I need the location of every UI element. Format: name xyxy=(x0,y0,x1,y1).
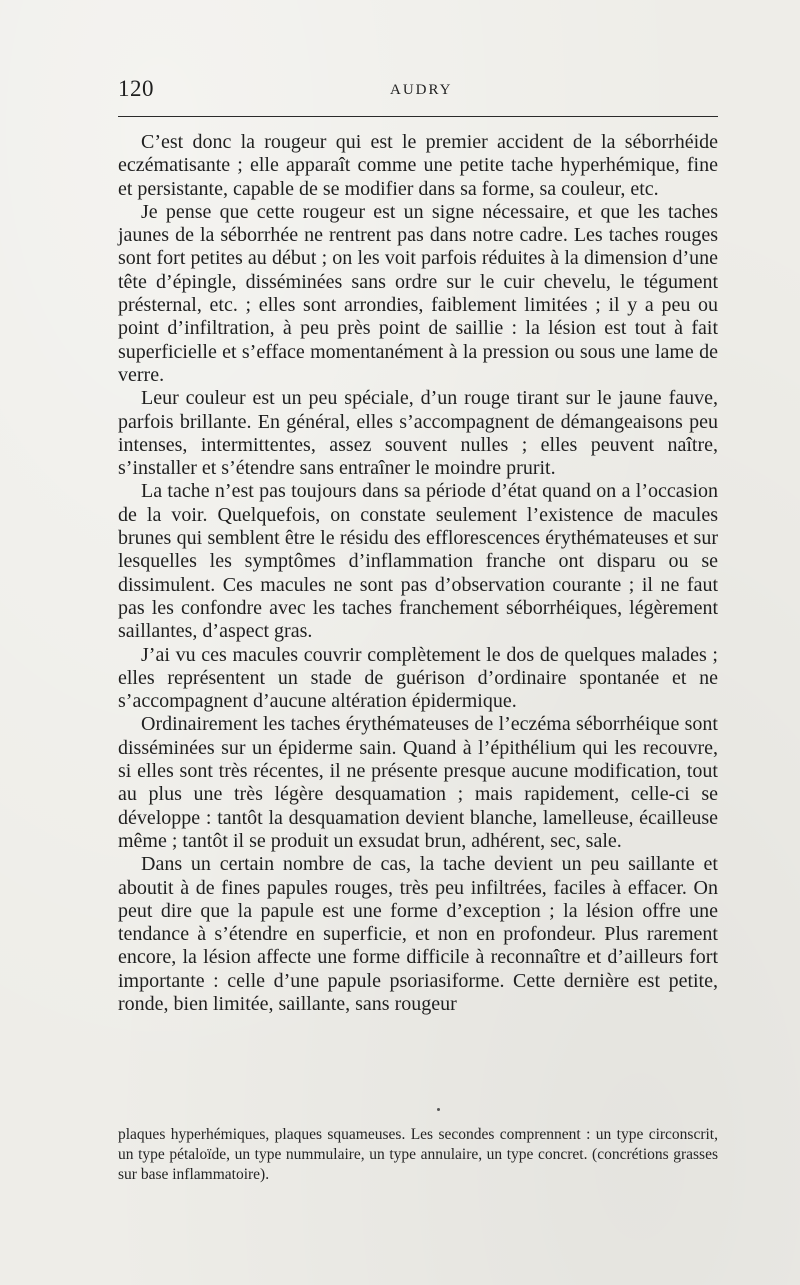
footnote-text: plaques hyperhémiques, plaques squameuses. Les secondes comprennent : un type circonscrit, un type pétaloïde, un type nummulaire, un type annulaire, un type concret. (concrétions grasses sur base inflammatoire). xyxy=(118,1126,718,1183)
header-rule xyxy=(118,116,718,117)
body-text xyxy=(118,131,718,1016)
paragraph: J’ai vu ces macules couvrir complètement le dos de quelques malades ; elles représentent un stade de guérison d’ordinaire spontanée et ne s’accompagnent d’aucune altération épidermique. xyxy=(118,643,718,713)
paragraph: C’est donc la rougeur qui est le premier accident de la séborrhéide eczématisante ; elle apparaît comme une petite tache hyperhémique, fine et persistante, capable de se modifier dans sa forme, sa couleur, etc. xyxy=(118,131,718,200)
footnote xyxy=(118,1125,718,1185)
page-header xyxy=(118,74,718,104)
running-head: AUDRY xyxy=(390,82,453,98)
page-number: 120 xyxy=(118,76,154,101)
ink-dot xyxy=(437,1108,440,1111)
paragraph: Ordinairement les taches érythémateuses de l’eczéma séborrhéique sont disséminées sur un épiderme sain. Quand à l’épithélium qui les recouvre, si elles sont très récentes, il ne présente presque aucune modification, tout au plus une très légère desquamation ; mais rapidement, celle-ci se développe : tantôt la desquamation devient blanche, lamelleuse, écailleuse même ; tantôt il se produit un exsudat brun, adhérent, sec, sale. xyxy=(118,713,718,852)
paragraph: Dans un certain nombre de cas, la tache devient un peu saillante et aboutit à de fines papules rouges, très peu infiltrées, faciles à effacer. On peut dire que la papule est une forme d’exception ; la lésion offre une tendance à s’étendre en superficie, et non en profondeur. Plus rarement encore, la lésion affecte une forme difficile à reconnaître et d’ailleurs fort importante : celle d’une papule psoriasiforme. Cette dernière est petite, ronde, bien limitée, saillante, sans rougeur xyxy=(118,853,718,1015)
paragraph: Je pense que cette rougeur est un signe nécessaire, et que les taches jaunes de la séborrhée ne rentrent pas dans notre cadre. Les taches rouges sont fort petites au début ; on les voit parfois réduites à la dimension d’une tête d’épingle, disséminées sans ordre sur le cuir chevelu, le tégument présternal, etc. ; elles sont arrondies, faiblement limitées ; il y a peu ou point d’infiltration, à peu près point de saillie : la lésion est tout à fait superficielle et s’efface momentanément à la pression ou sous une lame de verre. xyxy=(118,200,718,386)
paragraph: La tache n’est pas toujours dans sa période d’état quand on a l’occasion de la voir. Quelquefois, on constate seulement l’existence de macules brunes qui semblent être le résidu des efflorescences érythémateuses et sur lesquelles les symptômes d’inflammation franche ont disparu ou se dissimulent. Ces macules ne sont pas d’observation courante ; il ne faut pas les confondre avec les taches franchement séborrhéiques, légèrement saillantes, d’aspect gras. xyxy=(118,480,718,643)
paragraph: Leur couleur est un peu spéciale, d’un rouge tirant sur le jaune fauve, parfois brillante. En général, elles s’accompagnent de démangeaisons peu intenses, intermittentes, assez souvent nulles ; elles peuvent naître, s’installer et s’étendre sans entraîner le moindre prurit. xyxy=(118,387,718,480)
